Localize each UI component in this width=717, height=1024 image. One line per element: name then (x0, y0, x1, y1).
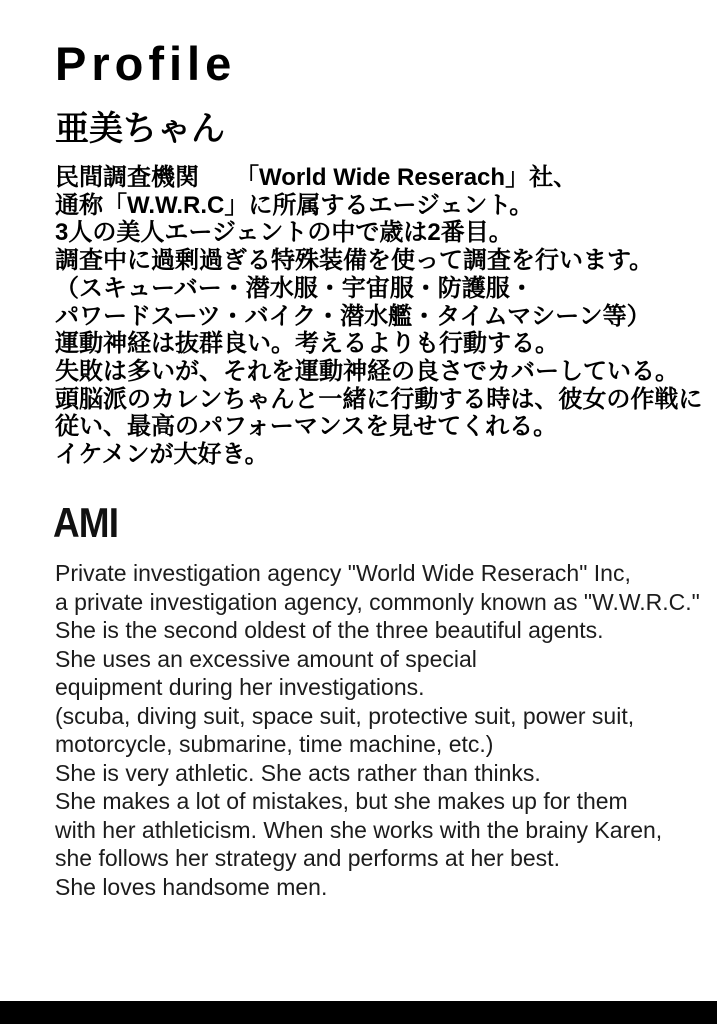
jp-line: 通称「W.W.R.C」に所属するエージェント。 (55, 191, 534, 219)
en-line: She is the second oldest of the three beautiful agents. (55, 617, 604, 643)
jp-line: 従い、最高のパフォーマンスを見せてくれる。 (55, 413, 558, 441)
en-line: She loves handsome men. (55, 873, 328, 900)
en-line: equipment during her investigations. (55, 674, 425, 700)
character-name-japanese: 亜美ちゃん (55, 110, 225, 148)
en-line: with her athleticism. When she works with the brainy Karen, (55, 816, 663, 843)
jp-line: （スキューバー・潜水服・宇宙服・防護服・ (55, 274, 534, 302)
bottom-black-bar (0, 1001, 717, 1024)
jp-line: パワードスーツ・バイク・潜水艦・タイムマシーン等） (55, 302, 651, 330)
page-title: Profile (55, 37, 237, 90)
japanese-profile-paragraph (55, 164, 715, 469)
jp-line: 失敗は多いが、それを運動神経の良さでカバーしている。 (55, 357, 679, 385)
en-line: She uses an excessive amount of special (55, 645, 477, 672)
en-line: She is very athletic. She acts rather than thinks. (55, 759, 541, 786)
jp-line: イケメンが大好き。 (55, 441, 269, 469)
en-line: Private investigation agency "World Wide Reserach" Inc, (55, 560, 631, 586)
jp-line: 運動神経は抜群良い。考えるよりも行動する。 (55, 330, 559, 358)
jp-line: 頭脳派のカレンちゃんと一緒に行動する時は、彼女の作戦に (55, 385, 703, 413)
jp-line: 3人の美人エージェントの中で歳は2番目。 (55, 219, 513, 247)
english-profile-paragraph (55, 559, 715, 901)
en-line: she follows her strategy and performs at her best. (55, 845, 560, 871)
jp-line: 民間調査機関 「World Wide Reserach」社、 (55, 164, 578, 191)
en-line: motorcycle, submarine, time machine, etc.) (55, 731, 494, 757)
en-line: (scuba, diving suit, space suit, protective suit, power suit, (55, 702, 635, 729)
jp-line: 調査中に過剰過ぎる特殊装備を使って調査を行います。 (55, 247, 654, 275)
character-name-english: AMI (53, 499, 119, 546)
en-line: a private investigation agency, commonly known as "W.W.R.C." (55, 588, 700, 615)
en-line: She makes a lot of mistakes, but she makes up for them (55, 788, 628, 814)
